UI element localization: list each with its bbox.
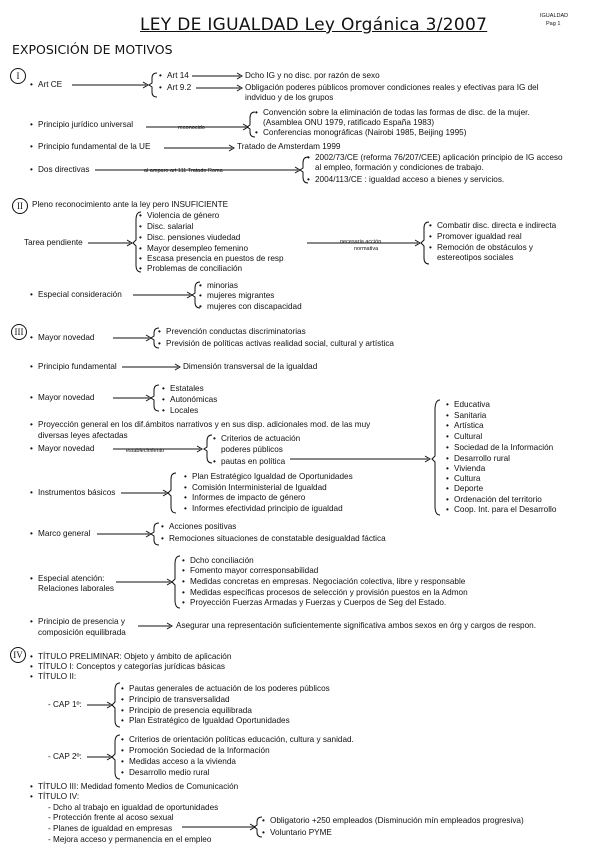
area-item: • Artística <box>454 421 484 431</box>
cap2-item: • Desarrollo medio rural <box>129 768 210 778</box>
titulo-item: • TÍTULO PRELIMINAR: Objeto y ámbito de aplicación <box>38 652 231 662</box>
principio-fundamental-label: • Principio fundamental <box>38 362 117 372</box>
criterio-item: poderes públicos <box>221 445 283 454</box>
presencia-label-2: composición equilibrada <box>38 628 126 637</box>
proyeccion-line-2: diversas leyes afectadas <box>38 431 128 440</box>
dos-directivas-label: • Dos directivas <box>38 165 89 175</box>
principio-ue-label: • Principio fundamental de la UE <box>38 142 150 152</box>
section-number-3: III <box>11 324 27 340</box>
cap1-item: • Pautas generales de actuación de los poderes públicos <box>129 684 330 694</box>
convencion-line-2: (Asamblea ONU 1979, ratificado España 1983) <box>263 118 435 127</box>
accion-label-1: necesaria acción <box>340 239 382 245</box>
resultado-item: • Remoción de obstáculos y <box>437 243 533 253</box>
area-item: • Sociedad de la Información <box>454 443 553 453</box>
cap1-item: • Plan Estratégico de Igualdad Oportunidades <box>129 716 290 726</box>
mayor-novedad-label: • Mayor novedad <box>38 444 94 454</box>
mayor2-item: • Locales <box>170 406 198 416</box>
instrumento-item: • Plan Estratégico Igualdad de Oportunidades <box>192 472 353 482</box>
especial-atencion-2: Relaciones laborales <box>38 584 115 593</box>
tarea-item: • Disc. salarial <box>147 222 193 232</box>
tarea-item: • Disc. pensiones viudedad <box>147 233 240 243</box>
proyeccion-line-1: • Proyección general en los dif.ámbitos narrativos y en sus disp. adicionales mod. de las muy <box>38 420 370 430</box>
tarea-item: • Violencia de género <box>147 211 219 221</box>
page-number: Pag 1 <box>546 21 561 27</box>
principio-universal-label: • Principio jurídico universal <box>38 120 133 130</box>
titulo-item: • TÍTULO II: <box>38 672 76 682</box>
titulo-item: • TÍTULO I: Conceptos y categorías jurídicas básicas <box>38 662 225 672</box>
mayor2-item: • Autonómicas <box>170 395 217 405</box>
cap2-item: • Criterios de orientación políticas educación, cultura y sanidad. <box>129 735 354 745</box>
dimension-transversal: Dimensión transversal de la igualdad <box>183 362 318 371</box>
planes-item: • Voluntario PYME <box>270 828 332 838</box>
especial-item: • Medidas específicas procesos de selección y provisión puestos en la Admon <box>190 588 468 598</box>
art14-desc: Dcho IG y no disc. por razón de sexo <box>245 71 380 80</box>
instrumento-item: • Informes de impacto de género <box>192 493 305 503</box>
accion-label-2: normativa <box>354 246 379 252</box>
asegurar-representacion: Asegurar una representación suficientemente significativa ambos sexos en órg y cargos de respon. <box>176 621 536 630</box>
pleno-reconocimiento: Pleno reconocimiento ante la ley pero INSUFICIENTE <box>32 200 229 209</box>
establecimiento-label: establecimiento <box>126 448 165 454</box>
section-number-2: II <box>12 198 28 214</box>
area-item: • Cultural <box>454 432 482 442</box>
criterio-item: • pautas en política <box>221 457 285 467</box>
area-item: • Sanitaria <box>454 411 486 421</box>
area-item: • Ordenación del territorio <box>454 495 542 505</box>
cap2-item: • Medidas acceso a la vivienda <box>129 757 236 767</box>
area-item: • Coop. Int. para el Desarrollo <box>454 505 556 515</box>
instrumentos-label: • Instrumentos básicos <box>38 488 115 498</box>
especial-item: • Proyección Fuerzas Armadas y Fuerzas y Cuerpos de Seg del Estado. <box>190 598 446 608</box>
criterio-item: • Criterios de actuación <box>221 434 300 444</box>
resultado-item: • Promover igualdad real <box>437 232 522 242</box>
instrumento-item: • Comisión Interministerial de Igualdad <box>192 483 327 493</box>
area-item: • Cultura <box>454 474 480 484</box>
section-number-4: IV <box>10 647 26 663</box>
especial-atencion-1: • Especial atención: <box>38 574 104 584</box>
cap2-label: - CAP 2º: <box>48 752 82 761</box>
titulo-iv-item: - Mejora acceso y permanencia en el empleo <box>48 835 212 844</box>
section-number-1: I <box>10 68 26 84</box>
especial-item: • Medidas concretas en empresas. Negociación colectiva, libre y responsable <box>190 577 465 587</box>
planes-item: • Obligatorio +250 empleados (Disminución mín empleados progresiva) <box>270 816 524 826</box>
tarea-item: • Escasa presencia en puestos de resp <box>147 254 284 264</box>
tarea-item: • Mayor desempleo femenino <box>147 244 248 254</box>
cap1-label: - CAP 1º: <box>48 700 82 709</box>
amparo-label: al amparo art 111 Tratado Roma <box>144 168 223 174</box>
especial-consideracion-label: • Especial consideración <box>38 290 122 300</box>
marco-general-label: • Marco general <box>38 529 90 539</box>
titulo-iv-item: - Planes de igualdad en empresas <box>48 824 173 833</box>
convencion-line-1: • Convención sobre la eliminación de todas las formas de disc. de la mujer. <box>263 108 530 118</box>
area-item: • Educativa <box>454 400 490 410</box>
art92-desc-2: indviduo y de los grupos <box>245 93 334 102</box>
tarea-pendiente-label: Tarea pendiente <box>24 238 83 247</box>
directiva-1-line-2: al empleo, formación y condiciones de trabajo. <box>315 163 484 172</box>
cap1-item: • Principio de presencia equilibrada <box>129 706 252 716</box>
directiva-2-line: • 2004/113/CE : igualdad acceso a bienes y servicios. <box>315 175 504 185</box>
conferencias-line: • Conferencias monográficas (Nairobi 1985, Beijing 1995) <box>263 128 466 138</box>
art92-label: • Art 9.2 <box>167 83 191 93</box>
resultado-item: • Combatir disc. directa e indirecta <box>437 221 556 231</box>
section-heading: EXPOSICIÓN DE MOTIVOS <box>12 42 173 57</box>
minoria-item: • minorias <box>207 281 238 291</box>
mayor-novedad-label: • Mayor novedad <box>38 333 94 343</box>
instrumento-item: • Informes efectividad principio de igualdad <box>192 504 343 514</box>
area-item: • Deporte <box>454 484 483 494</box>
mayor-novedad-label: • Mayor novedad <box>38 393 94 403</box>
art-ce-label: • Art CE <box>38 80 62 90</box>
titulo-iv-item: - Dcho al trabajo en igualdad de oportunidades <box>48 803 219 812</box>
mayor2-item: • Estatales <box>170 384 204 394</box>
especial-item: • Dcho conciliación <box>190 556 254 566</box>
especial-item: • Fomento mayor corresponsabilidad <box>190 566 318 576</box>
mayor1-item: • Previsión de políticas activas realidad social, cultural y artística <box>166 339 394 349</box>
corner-label: IGUALDAD <box>540 13 569 19</box>
resultado-item: estereotipos sociales <box>437 253 514 262</box>
page-title: LEY DE IGUALDAD Ley Orgánica 3/2007 <box>140 15 488 35</box>
minoria-item: • mujeres migrantes <box>207 291 274 301</box>
art14-label: • Art 14 <box>167 71 189 81</box>
titulo-iv: • TÍTULO IV: <box>38 792 79 802</box>
cap2-item: • Promoción Sociedad de la Información <box>129 746 270 756</box>
marco-item: • Acciones positivas <box>169 522 236 532</box>
titulo-iii: • TÍTULO III: Medidad fomento Medios de Comunicación <box>38 782 238 792</box>
marco-item: • Remociones situaciones de constatable desigualdad fáctica <box>169 534 386 544</box>
reconocido-label: reconocido <box>178 125 205 131</box>
minoria-item: • mujeres con discapacidad <box>207 302 302 312</box>
art92-desc-1: Obligación poderes públicos promover condiciones reales y efectivas para IG del <box>245 83 539 92</box>
presencia-label-1: • Principio de presencia y <box>38 617 125 627</box>
mayor1-item: • Prevención conductas discriminatorias <box>166 327 306 337</box>
cap1-item: • Principio de transversalidad <box>129 695 230 705</box>
titulo-iv-item: - Protección frente al acoso sexual <box>48 813 174 822</box>
area-item: • Desarrollo rural <box>454 454 510 464</box>
directiva-1-line-1: • 2002/73/CE (reforma 76/207/CEE) aplicación principio de IG acceso <box>315 153 563 163</box>
area-item: • Vivienda <box>454 464 485 474</box>
tratado-amsterdam: Tratado de Amsterdam 1999 <box>237 142 341 151</box>
tarea-item: • Problemas de conciliación <box>147 264 242 274</box>
